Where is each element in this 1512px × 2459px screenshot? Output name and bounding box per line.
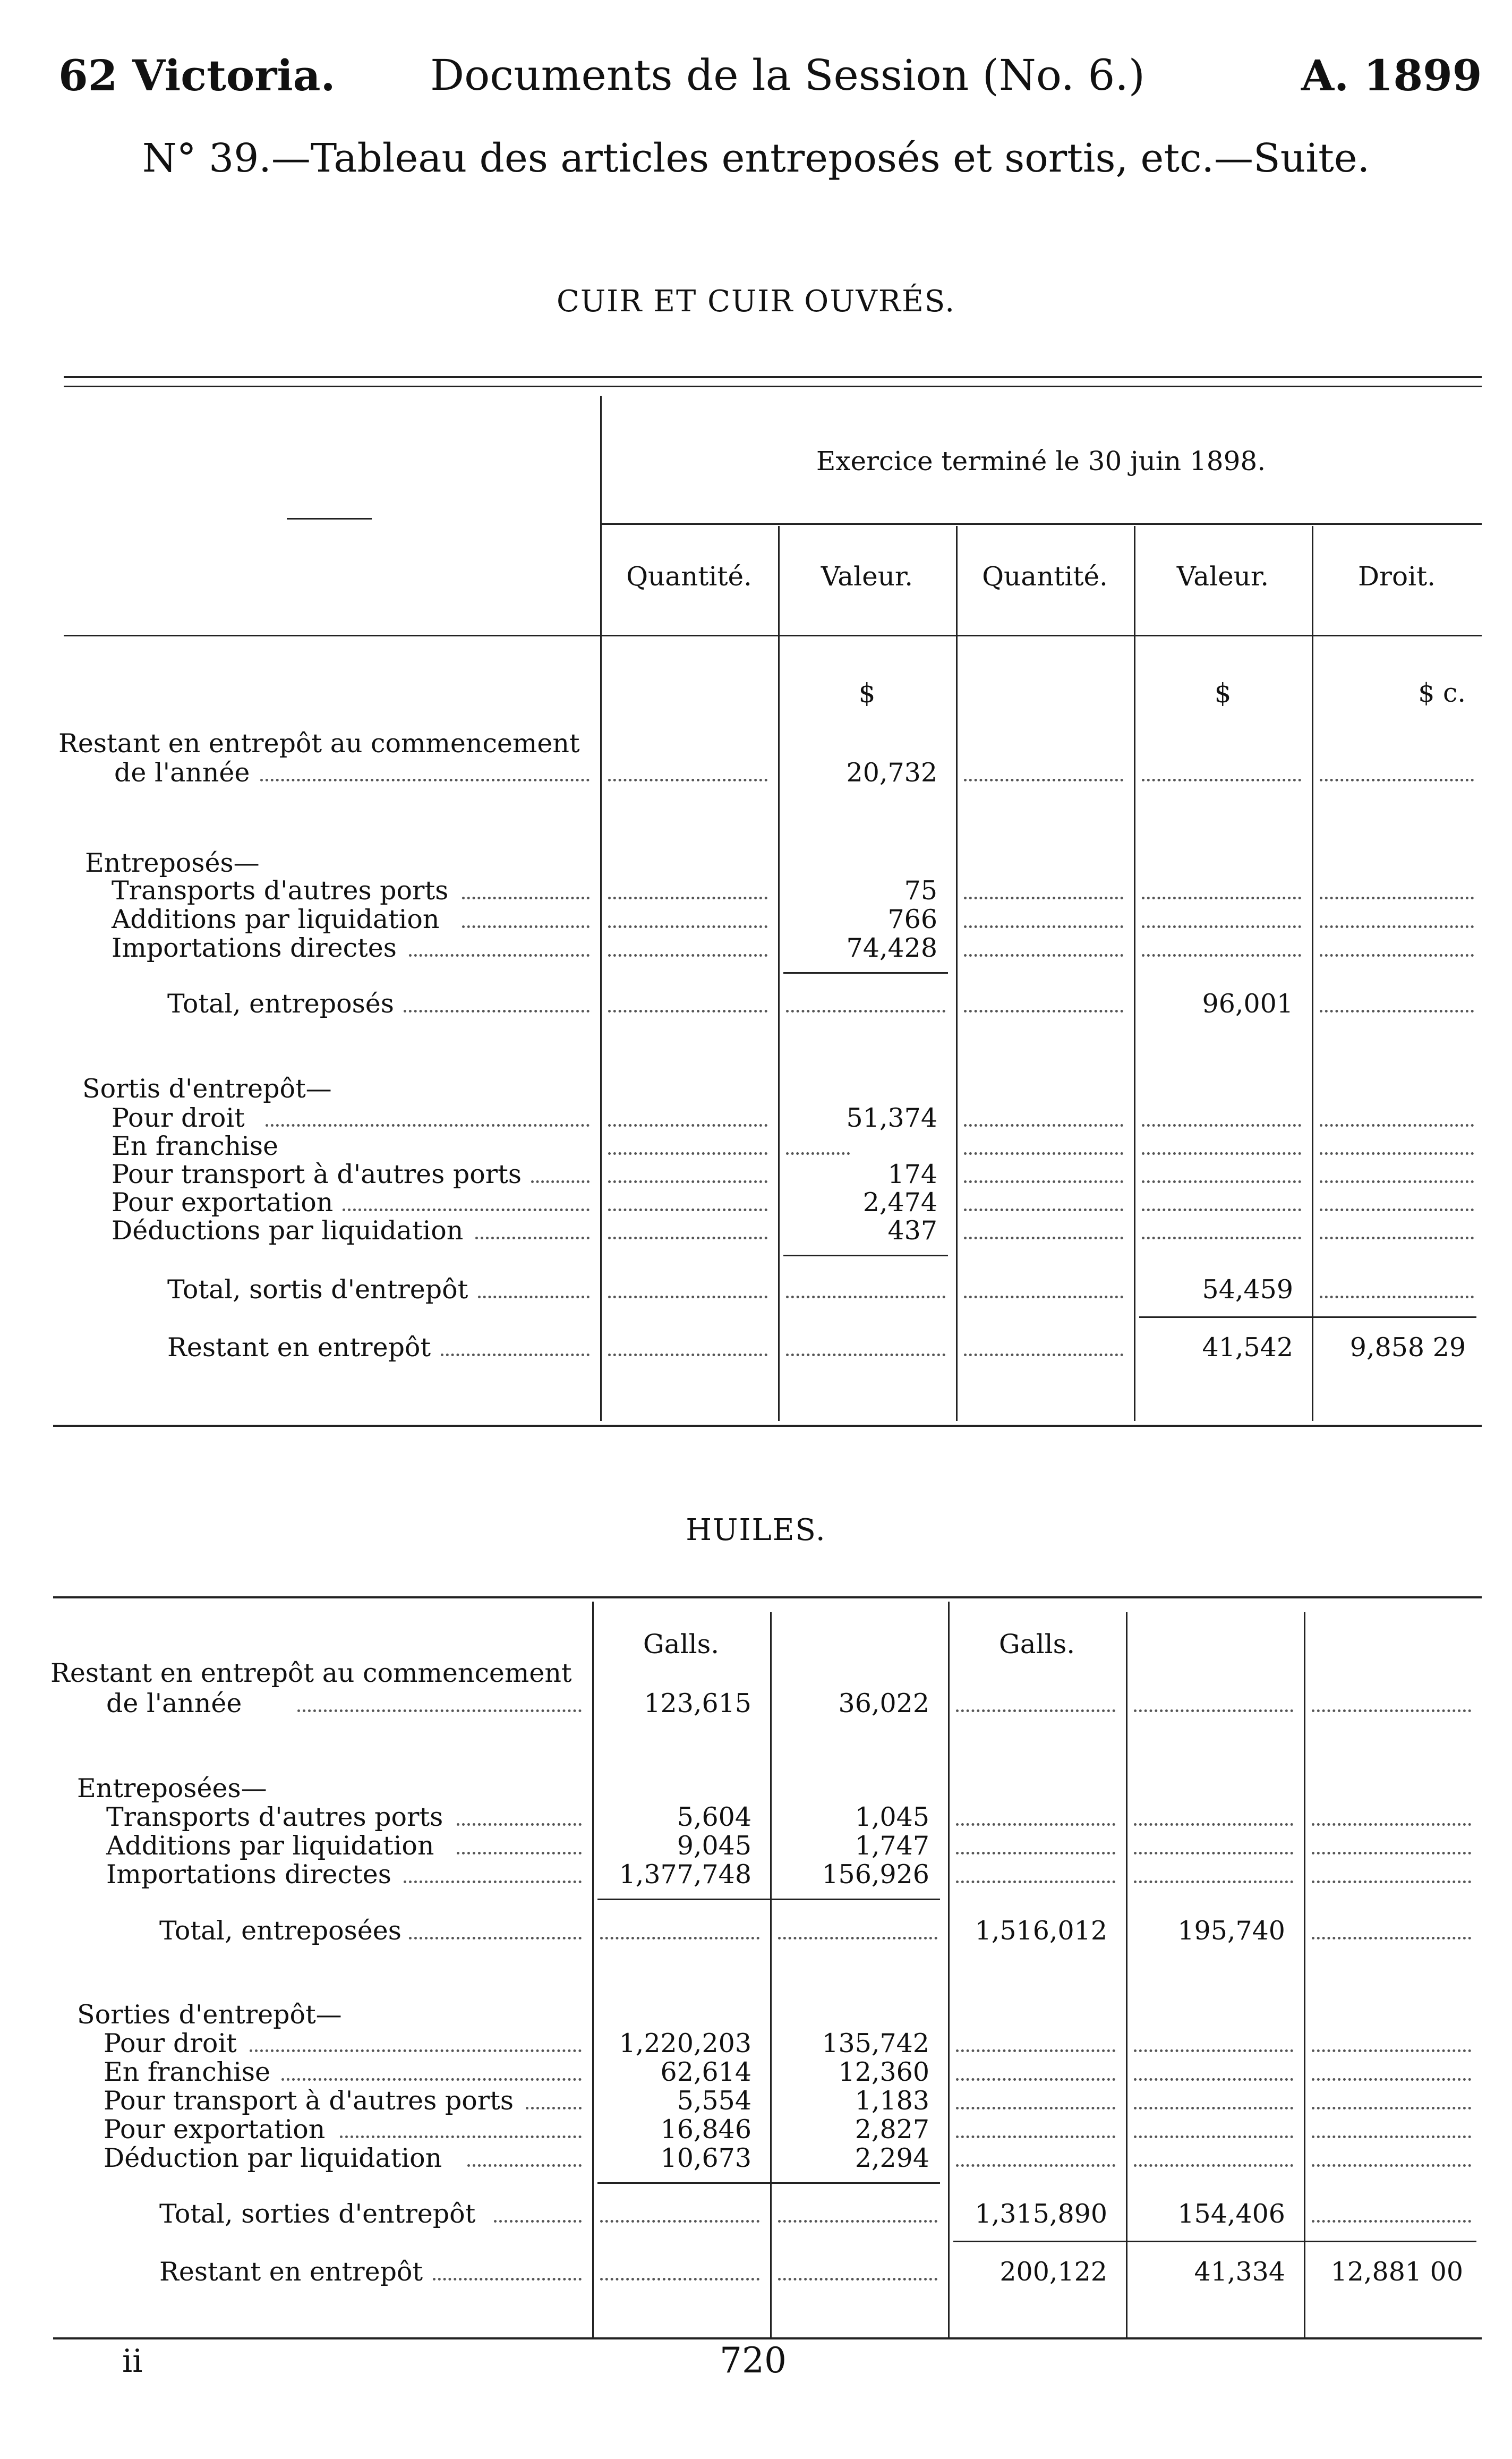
leader-dots xyxy=(1134,2104,1293,2109)
leader-dots xyxy=(600,1934,759,1939)
leader-dots xyxy=(1320,1233,1474,1239)
cell-total: 154,406 xyxy=(1177,2199,1285,2229)
leader-dots xyxy=(608,1233,767,1239)
leader-dots xyxy=(409,951,590,957)
rule xyxy=(64,635,1482,636)
table-title: N° 39.—Tableau des articles entreposés et sortis, etc.—Suite. xyxy=(142,135,1370,181)
sum-rule xyxy=(1139,1316,1476,1318)
leader-dots xyxy=(964,1233,1123,1239)
row-label: Restant en entrepôt au commencement xyxy=(50,1658,572,1688)
row-label: Pour exportation xyxy=(104,2114,326,2145)
unit-gallons: Galls. xyxy=(998,1629,1075,1660)
cell-value: 174 xyxy=(887,1159,937,1189)
group-heading: Sorties d'entrepôt— xyxy=(77,1999,342,2030)
leader-dots xyxy=(433,2275,582,2281)
unit-dollar-cents: $ c. xyxy=(1418,678,1466,708)
cell-total: 195,740 xyxy=(1177,1916,1285,1946)
leader-dots xyxy=(260,776,590,781)
section-title-huiles: HUILES. xyxy=(686,1513,826,1547)
leader-dots xyxy=(1142,922,1301,928)
leader-dots xyxy=(1312,1706,1471,1712)
page-number: 720 xyxy=(720,2340,787,2381)
leader-dots xyxy=(964,894,1123,899)
cell-quantity: 9,045 xyxy=(677,1831,751,1861)
row-label: Restant en entrepôt xyxy=(159,2257,423,2287)
row-label: Pour transport à d'autres ports xyxy=(104,2086,514,2116)
leader-dots xyxy=(956,1820,1115,1826)
leader-dots xyxy=(1142,776,1301,781)
col-rule xyxy=(1304,1612,1305,2337)
leader-dots xyxy=(1142,1233,1301,1239)
leader-dots xyxy=(1320,1121,1474,1127)
leader-dots xyxy=(608,776,767,781)
leader-dots xyxy=(964,776,1123,781)
leader-dots xyxy=(956,1849,1115,1854)
leader-dots xyxy=(441,1350,590,1356)
row-label: Transports d'autres ports xyxy=(112,875,449,906)
rule xyxy=(53,2337,1482,2339)
section-title-cuir: CUIR ET CUIR OUVRÉS. xyxy=(556,284,956,319)
header-session-left: 62 Victoria. xyxy=(58,50,336,100)
leader-dots xyxy=(1320,1007,1474,1012)
leader-dots xyxy=(457,1820,582,1826)
row-label: Pour droit xyxy=(104,2028,237,2058)
leader-dots xyxy=(526,2104,582,2109)
column-header-quantite-1: Quantité. xyxy=(626,561,752,592)
row-label: Pour droit xyxy=(112,1103,245,1133)
row-label: Transports d'autres ports xyxy=(106,1802,443,1832)
leader-dots xyxy=(1312,1934,1471,1939)
leader-dots xyxy=(608,1121,767,1127)
rule xyxy=(53,1596,1482,1598)
cell-total: 41,542 xyxy=(1202,1332,1293,1363)
col-rule xyxy=(1312,526,1313,1421)
cell-duty: 12,881 00 xyxy=(1330,2257,1463,2287)
row-label: Total, sortis d'entrepôt xyxy=(167,1274,468,1305)
rule xyxy=(64,386,1482,387)
leader-dots xyxy=(1312,1820,1471,1826)
cell-value: 2,474 xyxy=(862,1187,937,1218)
leader-dots xyxy=(964,1007,1123,1012)
col-rule xyxy=(956,526,958,1421)
row-label: Additions par liquidation xyxy=(106,1831,434,1861)
leader-dots xyxy=(608,1292,767,1298)
leader-dots xyxy=(964,1149,1123,1155)
cell-value: 2,827 xyxy=(855,2114,929,2145)
rule xyxy=(53,1425,1482,1427)
header-year: A. 1899 xyxy=(1301,50,1482,100)
leader-dots xyxy=(786,1292,945,1298)
leader-dots xyxy=(786,1350,945,1356)
sum-rule xyxy=(953,2241,1476,2242)
cell-total: 96,001 xyxy=(1202,989,1293,1019)
leader-dots xyxy=(786,1149,850,1155)
leader-dots xyxy=(608,1350,767,1356)
cell-total: 1,315,890 xyxy=(975,2199,1107,2229)
cell-quantity: 16,846 xyxy=(660,2114,751,2145)
leader-dots xyxy=(608,922,767,928)
leader-dots xyxy=(600,2275,759,2281)
column-header-quantite-2: Quantité. xyxy=(982,561,1108,592)
cell-total: 54,459 xyxy=(1202,1274,1293,1305)
row-label: Déduction par liquidation xyxy=(104,2143,442,2173)
leader-dots xyxy=(956,2046,1115,2052)
cell-value: 1,747 xyxy=(855,1831,929,1861)
cell-quantity: 62,614 xyxy=(660,2057,751,2087)
leader-dots xyxy=(494,2217,582,2223)
cell-duty: 9,858 29 xyxy=(1349,1332,1466,1363)
leader-dots xyxy=(964,951,1123,957)
leader-dots xyxy=(1312,2217,1471,2223)
leader-dots xyxy=(956,2104,1115,2109)
group-heading: Sortis d'entrepôt— xyxy=(82,1074,332,1104)
footer-signature-mark: ii xyxy=(122,2343,143,2380)
cell-value: 20,732 xyxy=(846,758,937,788)
leader-dots xyxy=(1320,922,1474,928)
leader-dots xyxy=(608,951,767,957)
leader-dots xyxy=(1134,1820,1293,1826)
leader-dots xyxy=(1312,2161,1471,2167)
leader-dots xyxy=(608,1149,767,1155)
cell-value: 75 xyxy=(904,875,937,906)
leader-dots xyxy=(281,2075,582,2081)
leader-dots xyxy=(608,1205,767,1211)
leader-dots xyxy=(964,1350,1123,1356)
leader-dots xyxy=(1312,1877,1471,1883)
col-rule xyxy=(948,1602,950,2337)
leader-dots xyxy=(964,1292,1123,1298)
leader-dots xyxy=(956,2075,1115,2081)
leader-dots xyxy=(778,2217,937,2223)
sum-rule xyxy=(597,2182,940,2184)
group-heading: Entreposées— xyxy=(77,1773,267,1803)
leader-dots xyxy=(1134,2161,1293,2167)
row-label: de l'année xyxy=(114,758,250,788)
leader-dots xyxy=(1142,1177,1301,1183)
cell-quantity: 10,673 xyxy=(660,2143,751,2173)
row-label: de l'année xyxy=(106,1688,242,1718)
leader-dots xyxy=(457,1849,582,1854)
leader-dots xyxy=(956,2132,1115,2138)
cell-total: 1,516,012 xyxy=(975,1916,1107,1946)
leader-dots xyxy=(956,1706,1115,1712)
leader-dots xyxy=(266,1121,590,1127)
cell-value: 156,926 xyxy=(822,1859,929,1890)
col-rule xyxy=(600,396,602,1421)
row-label: Déductions par liquidation xyxy=(112,1215,464,1246)
rule xyxy=(600,523,1482,525)
period-header: Exercice terminé le 30 juin 1898. xyxy=(816,446,1266,477)
leader-dots xyxy=(1312,2132,1471,2138)
leader-dots xyxy=(1134,1706,1293,1712)
leader-dots xyxy=(1320,776,1474,781)
leader-dots xyxy=(1142,1205,1301,1211)
leader-dots xyxy=(1142,894,1301,899)
leader-dots xyxy=(404,1877,582,1883)
leader-dots xyxy=(462,894,590,899)
leader-dots xyxy=(1134,1849,1293,1854)
cell-value: 437 xyxy=(887,1215,937,1246)
leader-dots xyxy=(1320,894,1474,899)
leader-dots xyxy=(1142,951,1301,957)
leader-dots xyxy=(404,1007,590,1012)
row-label: Total, entreposés xyxy=(167,989,394,1019)
row-label: Importations directes xyxy=(106,1859,391,1890)
row-label: Importations directes xyxy=(112,933,397,963)
stub-rule xyxy=(287,518,372,520)
leader-dots xyxy=(608,1007,767,1012)
cell-value: 36,022 xyxy=(838,1688,929,1718)
leader-dots xyxy=(467,2161,582,2167)
leader-dots xyxy=(478,1292,590,1298)
leader-dots xyxy=(1312,2046,1471,2052)
row-label: Pour transport à d'autres ports xyxy=(112,1159,522,1189)
leader-dots xyxy=(1320,1292,1474,1298)
leader-dots xyxy=(1312,2104,1471,2109)
leader-dots xyxy=(1320,1205,1474,1211)
leader-dots xyxy=(462,922,590,928)
row-label: Pour exportation xyxy=(112,1187,334,1218)
leader-dots xyxy=(964,1121,1123,1127)
cell-value: 135,742 xyxy=(822,2028,929,2058)
leader-dots xyxy=(1134,1877,1293,1883)
leader-dots xyxy=(1142,1149,1301,1155)
cell-value: 766 xyxy=(887,904,937,934)
leader-dots xyxy=(297,1706,582,1712)
leader-dots xyxy=(475,1233,590,1239)
row-label: En franchise xyxy=(112,1131,279,1161)
row-label: Restant en entrepôt xyxy=(167,1332,431,1363)
cell-value: 12,360 xyxy=(838,2057,929,2087)
leader-dots xyxy=(964,1205,1123,1211)
leader-dots xyxy=(600,2217,759,2223)
leader-dots xyxy=(956,2161,1115,2167)
unit-dollar: $ xyxy=(858,678,876,709)
leader-dots xyxy=(340,2132,582,2138)
leader-dots xyxy=(786,1007,945,1012)
row-label: Additions par liquidation xyxy=(112,904,440,934)
sum-rule xyxy=(597,1899,940,1900)
row-label: Restant en entrepôt au commencement xyxy=(58,728,580,759)
leader-dots xyxy=(1134,2132,1293,2138)
leader-dots xyxy=(608,894,767,899)
leader-dots xyxy=(1312,1849,1471,1854)
column-header-droit: Droit. xyxy=(1357,561,1436,592)
leader-dots xyxy=(608,1177,767,1183)
leader-dots xyxy=(778,1934,937,1939)
cell-quantity: 5,604 xyxy=(677,1802,751,1832)
column-header-valeur-2: Valeur. xyxy=(1176,561,1269,592)
group-heading: Entreposés— xyxy=(85,848,260,878)
leader-dots xyxy=(1312,2075,1471,2081)
cell-total: 200,122 xyxy=(1000,2257,1107,2287)
cell-value: 74,428 xyxy=(846,933,937,963)
leader-dots xyxy=(964,922,1123,928)
sum-rule xyxy=(783,972,948,974)
unit-gallons: Galls. xyxy=(643,1629,720,1660)
leader-dots xyxy=(1142,1121,1301,1127)
leader-dots xyxy=(1320,951,1474,957)
leader-dots xyxy=(1320,1177,1474,1183)
unit-dollar: $ xyxy=(1214,678,1232,709)
cell-value: 1,045 xyxy=(855,1802,929,1832)
col-rule xyxy=(1126,1612,1127,2337)
cell-quantity: 5,554 xyxy=(677,2086,751,2116)
col-rule xyxy=(778,526,780,1421)
cell-quantity: 123,615 xyxy=(644,1688,751,1718)
cell-value: 1,183 xyxy=(855,2086,929,2116)
leader-dots xyxy=(956,1877,1115,1883)
header-document-title: Documents de la Session (No. 6.) xyxy=(430,50,1146,100)
cell-value: 2,294 xyxy=(855,2143,929,2173)
col-rule xyxy=(770,1612,772,2337)
leader-dots xyxy=(1134,2046,1293,2052)
column-header-valeur-1: Valeur. xyxy=(821,561,913,592)
cell-total: 41,334 xyxy=(1194,2257,1285,2287)
cell-quantity: 1,220,203 xyxy=(619,2028,751,2058)
leader-dots xyxy=(964,1177,1123,1183)
cell-value: 51,374 xyxy=(846,1103,937,1133)
leader-dots xyxy=(343,1205,590,1211)
leader-dots xyxy=(409,1934,582,1939)
row-label: Total, sorties d'entrepôt xyxy=(159,2199,476,2229)
leader-dots xyxy=(250,2046,582,2052)
leader-dots xyxy=(1320,1149,1474,1155)
row-label: Total, entreposées xyxy=(159,1916,402,1946)
rule xyxy=(64,376,1482,378)
leader-dots xyxy=(778,2275,937,2281)
sum-rule xyxy=(783,1255,948,1256)
cell-quantity: 1,377,748 xyxy=(619,1859,751,1890)
leader-dots xyxy=(1134,2075,1293,2081)
row-label: En franchise xyxy=(104,2057,271,2087)
leader-dots xyxy=(531,1177,590,1183)
